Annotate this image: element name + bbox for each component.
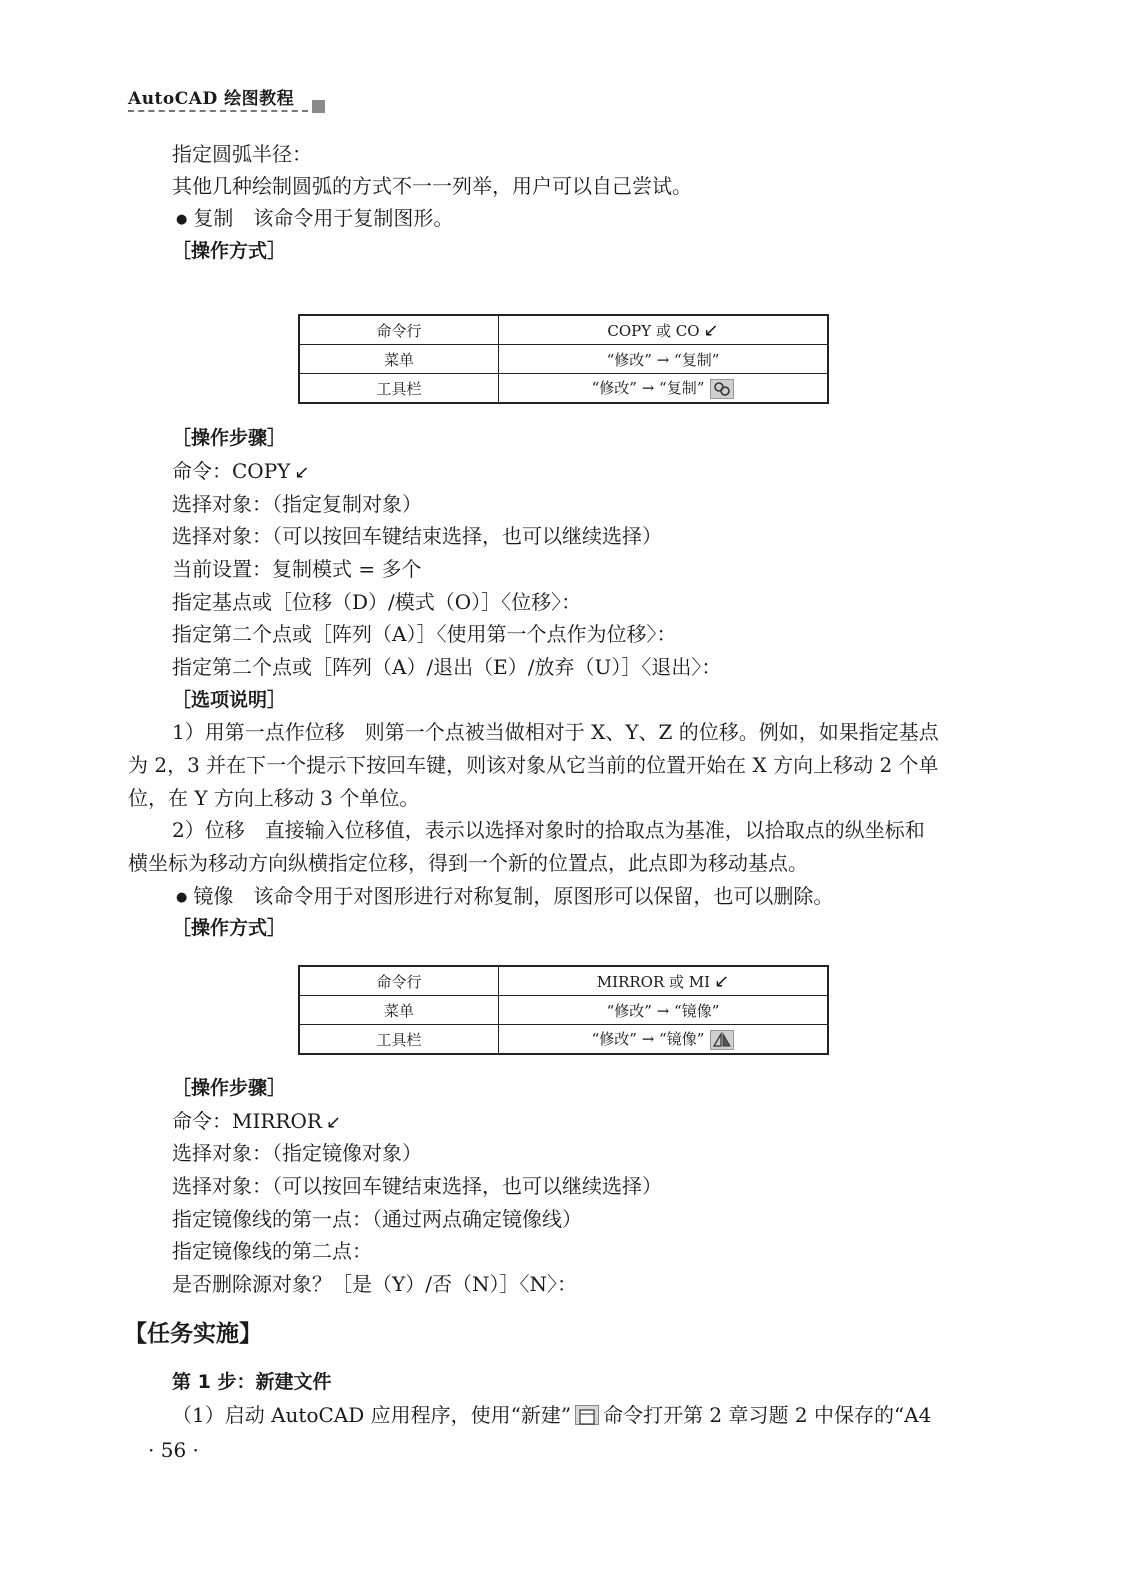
mirror-tool-icon xyxy=(710,1030,734,1050)
header-title: AutoCAD 绘图教程 xyxy=(128,89,295,109)
text-line: 其他几种绘制圆弧的方式不一一列举，用户可以自己尝试。 xyxy=(172,174,692,198)
table-key: 命令行 xyxy=(299,966,499,996)
copy-op-title: ［操作方式］ xyxy=(172,240,287,262)
table-key: 菜单 xyxy=(299,345,499,374)
step-line: 当前设置：复制模式 = 多个 xyxy=(172,557,422,581)
table-row xyxy=(299,374,828,404)
step-line: 选择对象：（可以按回车键结束选择，也可以继续选择） xyxy=(172,524,662,548)
table-row xyxy=(299,1025,828,1055)
step-line: 指定基点或［位移（D）/模式（O）］〈位移〉： xyxy=(172,590,582,614)
new-file-icon xyxy=(575,1405,599,1425)
table-row xyxy=(299,996,828,1025)
table-value: “修改” → “复制” xyxy=(499,345,829,374)
header-rule xyxy=(128,110,308,112)
mirror-op-title: ［操作方式］ xyxy=(172,917,287,939)
step-line: 命令：MIRROR ↙ xyxy=(172,1109,342,1133)
step-line: 指定第二个点或［阵列（A）/退出（E）/放弃（U）］〈退出〉： xyxy=(172,655,722,679)
step-line: 指定第二个点或［阵列（A）］〈使用第一个点作为位移〉： xyxy=(172,622,677,646)
table-row xyxy=(299,315,828,345)
table-row xyxy=(299,966,828,996)
enter-arrow-icon: ↙ xyxy=(714,970,730,992)
task-step1: 第 1 步：新建文件 xyxy=(172,1371,332,1393)
copy-tool-icon xyxy=(710,379,734,399)
copy-operation-table xyxy=(298,314,829,404)
step-line: 选择对象：（指定复制对象） xyxy=(172,492,422,516)
table-value: “修改” → “复制” xyxy=(499,374,829,404)
table-value: MIRROR 或 MI ↙ xyxy=(499,966,829,996)
table-value: COPY 或 CO ↙ xyxy=(499,315,829,345)
mirror-operation-table xyxy=(298,965,829,1055)
step-line: 命令：COPY ↙ xyxy=(172,459,310,483)
table-key: 命令行 xyxy=(299,315,499,345)
option-line: 1）用第一点作位移 则第一个点被当做相对于 X、Y、Z 的位移。例如，如果指定基点 xyxy=(172,720,939,744)
table-key: 工具栏 xyxy=(299,374,499,404)
table-key: 工具栏 xyxy=(299,1025,499,1055)
task-title: 【任务实施】 xyxy=(124,1321,262,1347)
table-key: 菜单 xyxy=(299,996,499,1025)
step-line: 选择对象：（指定镜像对象） xyxy=(172,1141,422,1165)
enter-arrow-icon: ↙ xyxy=(325,1112,342,1133)
option-line: 位，在 Y 方向上移动 3 个单位。 xyxy=(128,786,420,810)
copy-options-title: ［选项说明］ xyxy=(172,689,287,711)
copy-steps-title: ［操作步骤］ xyxy=(172,427,287,449)
text-line: 指定圆弧半径： xyxy=(172,142,312,166)
step-line: 指定镜像线的第二点： xyxy=(172,1239,372,1263)
table-row xyxy=(299,345,828,374)
table-value: “修改” → “镜像” xyxy=(499,996,829,1025)
copy-bullet: ● 复制 该命令用于复制图形。 xyxy=(176,205,453,235)
enter-arrow-icon: ↙ xyxy=(294,462,310,483)
mirror-steps-title: ［操作步骤］ xyxy=(172,1077,287,1099)
option-line: 2）位移 直接输入位移值，表示以选择对象时的拾取点为基准，以拾取点的纵坐标和 xyxy=(172,818,925,842)
option-line: 横坐标为移动方向纵横指定位移，得到一个新的位置点，此点即为移动基点。 xyxy=(128,851,808,875)
step-line: 选择对象：（可以按回车键结束选择，也可以继续选择） xyxy=(172,1174,662,1198)
mirror-bullet: ● 镜像 该命令用于对图形进行对称复制，原图形可以保留，也可以删除。 xyxy=(176,883,833,913)
enter-arrow-icon: ↙ xyxy=(703,319,719,341)
step-line: 指定镜像线的第一点：（通过两点确定镜像线） xyxy=(172,1207,582,1231)
task-line: （1）启动 AutoCAD 应用程序，使用“新建” 命令打开第 2 章习题 2 中保存的“A4 xyxy=(172,1403,932,1427)
step-line: 是否删除源对象？［是（Y）/否（N）］〈N〉： xyxy=(172,1272,577,1296)
page-number: · 56 · xyxy=(148,1438,199,1462)
header-square xyxy=(312,100,325,113)
table-value: “修改” → “镜像” xyxy=(499,1025,829,1055)
option-line: 为 2，3 并在下一个提示下按回车键，则该对象从它当前的位置开始在 X 方向上移动 2 个单 xyxy=(128,753,939,777)
